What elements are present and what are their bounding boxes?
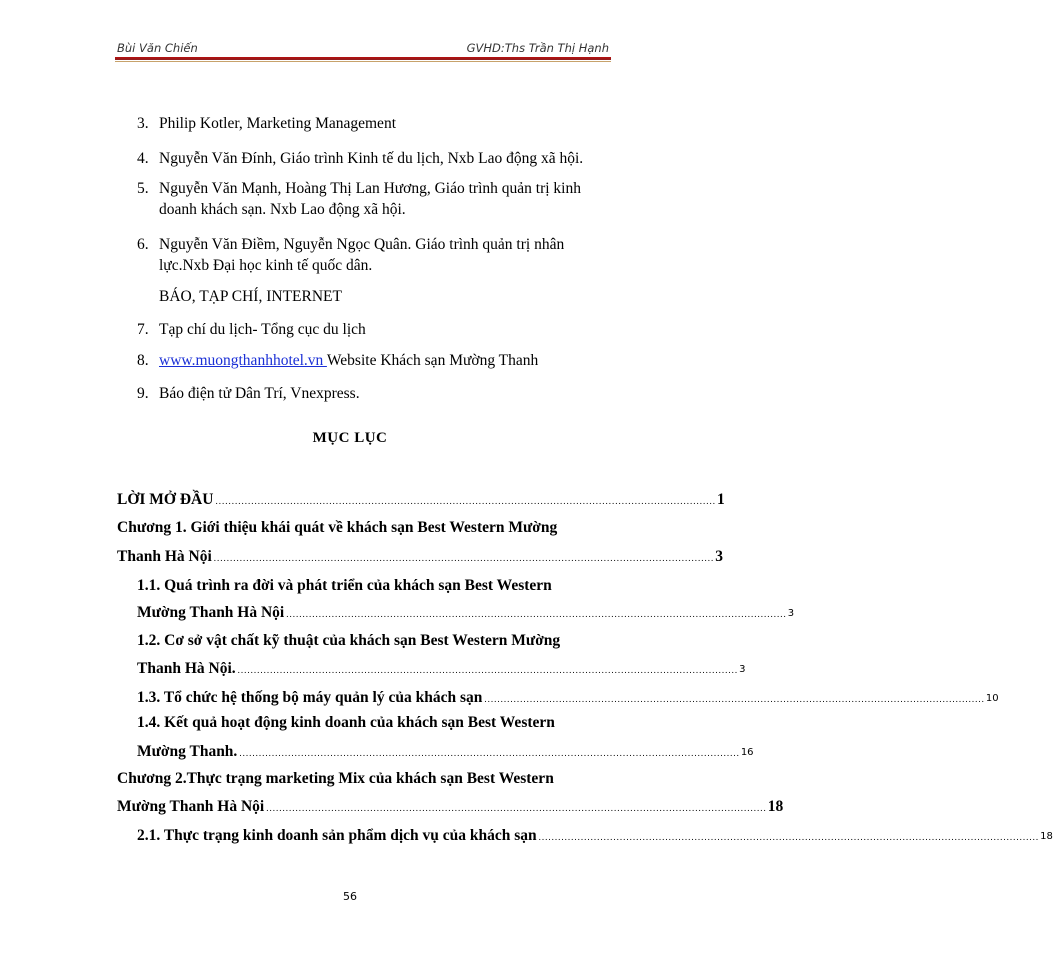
hotel-website-link[interactable]: www.muongthanhhotel.vn (159, 352, 327, 369)
header-rule (115, 57, 611, 60)
reference-item: 6. Nguyễn Văn Điềm, Nguyễn Ngọc Quân. Giáo trình quản trị nhân lực.Nxb Đại học kinh tế quốc dân. (137, 236, 565, 274)
reference-item: 4. Nguyễn Văn Đính, Giáo trình Kinh tế du lịch, Nxb Lao động xã hội. (137, 150, 584, 167)
header-advisor: GVHD:Ths Trần Thị Hạnh (466, 41, 609, 55)
reference-item: 7. Tạp chí du lịch- Tổng cục du lịch (137, 321, 366, 338)
toc-entry[interactable]: 1.3. Tổ chức hệ thống bộ máy quản lý của khách sạn .......................................................................................................................................................... 10 (137, 689, 999, 706)
header-author: Bùi Văn Chiến (117, 41, 198, 55)
toc-entry[interactable]: Thanh Hà Nội. .......................................................................................................................................................... 3 (137, 660, 746, 677)
toc-entry[interactable]: Mường Thanh Hà Nội .......................................................................................................................................................... 18 (117, 798, 784, 815)
reference-section-heading: BÁO, TẠP CHÍ, INTERNET (159, 288, 342, 305)
toc-entry-line1[interactable]: Chương 2.Thực trạng marketing Mix của khách sạn Best Western (117, 770, 554, 787)
reference-item: 9. Báo điện tử Dân Trí, Vnexpress. (137, 385, 360, 402)
toc-entry[interactable]: Mường Thanh Hà Nội .......................................................................................................................................................... 3 (137, 604, 795, 621)
toc-entry-line1[interactable]: 1.2. Cơ sở vật chất kỹ thuật của khách sạn Best Western Mường (137, 632, 561, 649)
page-header (115, 37, 611, 57)
toc-entry-line1[interactable]: 1.4. Kết quả hoạt động kinh doanh của khách sạn Best Western (137, 714, 555, 731)
reference-item: 8. www.muongthanhhotel.vn Website Khách sạn Mường Thanh (137, 352, 539, 369)
reference-item: 3. Philip Kotler, Marketing Management (137, 115, 396, 132)
toc-title: MỤC LỤC (312, 430, 388, 446)
toc-entry-line1[interactable]: 1.1. Quá trình ra đời và phát triển của khách sạn Best Western (137, 577, 552, 594)
toc-entry[interactable]: Thanh Hà Nội .......................................................................................................................................................... 3 (117, 548, 724, 565)
header-rule-thin (115, 61, 611, 62)
toc-entry[interactable]: 2.1. Thực trạng kinh doanh sản phẩm dịch vụ của khách sạn .......................................................................................................................................................... 18 (137, 827, 1053, 844)
toc-entry-line1[interactable]: Chương 1. Giới thiệu khái quát về khách sạn Best Western Mường (117, 519, 558, 536)
page-number: 56 (343, 890, 357, 903)
toc-entry[interactable]: Mường Thanh. .......................................................................................................................................................... 16 (137, 743, 754, 760)
toc-entry[interactable]: LỜI MỞ ĐẦU .......................................................................................................................................................... 1 (117, 491, 725, 508)
reference-item: 5. Nguyễn Văn Mạnh, Hoàng Thị Lan Hương, Giáo trình quản trị kinh doanh khách sạn. Nxb Lao động xã hội. (137, 180, 581, 218)
